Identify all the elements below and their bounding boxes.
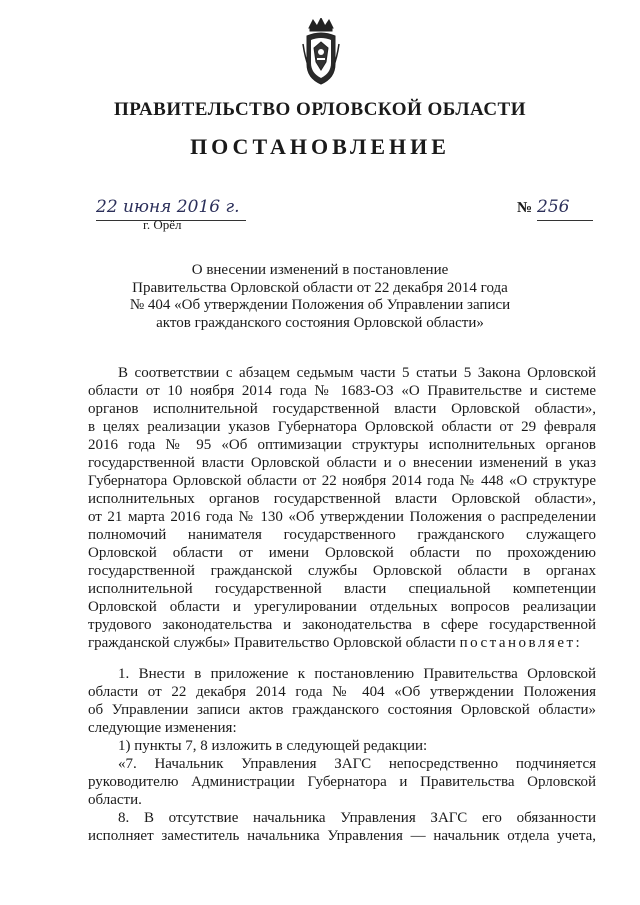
preamble-line: Орловской области от имени Орловской области по прохождению bbox=[88, 545, 596, 561]
subitem-line: 1) пункты 7, 8 изложить в следующей редакции: bbox=[118, 738, 428, 754]
preamble-line: полномочий нанимателя государственного гражданского служащего bbox=[88, 527, 596, 543]
number-label: № bbox=[517, 200, 533, 216]
point-line: области. bbox=[88, 792, 142, 808]
preamble-line: области от 10 ноября 2014 года № 1683-ОЗ «О Правительстве и системе bbox=[88, 383, 596, 399]
item-line: области от 22 декабря 2014 года № 404 «Об утверждении Положения bbox=[88, 684, 596, 700]
government-title: ПРАВИТЕЛЬСТВО ОРЛОВСКОЙ ОБЛАСТИ bbox=[113, 99, 526, 120]
preamble-line: государственной гражданской службы Орловской области в органах bbox=[88, 563, 596, 579]
subject-line: актов гражданского состояния Орловской области» bbox=[156, 314, 484, 331]
item-line: об Управлении записи актов гражданского состояния Орловской области» bbox=[88, 702, 596, 718]
point-line: «7. Начальник Управления ЗАГС непосредственно подчиняется bbox=[118, 756, 596, 772]
preamble-line: в целях реализации указов Губернатора Орловской области от 29 февраля bbox=[88, 419, 596, 435]
item-line: следующие изменения: bbox=[88, 720, 237, 736]
preamble-line: государственной власти Орловской области и о внесении изменений в указ bbox=[88, 455, 596, 471]
preamble-line: органов исполнительной государственной власти Орловской области», bbox=[88, 401, 596, 417]
subject-line: Правительства Орловской области от 22 декабря 2014 года bbox=[132, 279, 508, 296]
preamble-line: исполнительной государственной власти специальной компетенции bbox=[88, 581, 596, 597]
handwritten-date: 22 июня 2016 г. bbox=[96, 196, 246, 221]
preamble-line: В соответствии с абзацем седьмым части 5 статьи 5 Закона Орловской bbox=[118, 365, 596, 381]
item-line: 1. Внести в приложение к постановлению Правительства Орловской bbox=[118, 666, 596, 682]
preamble-final-text: гражданской службы» Правительство Орловской области bbox=[88, 635, 456, 651]
city-label: г. Орёл bbox=[143, 217, 182, 232]
preamble-line: Орловской области и урегулировании отдельных вопросов реализации bbox=[88, 599, 596, 615]
coat-of-arms-emblem bbox=[301, 18, 341, 88]
resolves-word: постановляет: bbox=[459, 635, 583, 651]
preamble-line: от 21 марта 2016 года № 130 «Об утверждении Положения о распределении bbox=[88, 509, 596, 525]
preamble-line: Губернатора Орловской области от 22 ноября 2014 года № 448 «О структуре bbox=[88, 473, 596, 489]
subject-line: № 404 «Об утверждении Положения об Управлении записи bbox=[129, 297, 511, 313]
point-line: исполняет заместитель начальника Управления — начальник отдела учета, bbox=[88, 828, 596, 844]
preamble-line: 2016 года № 95 «Об оптимизации структуры исполнительных органов bbox=[88, 437, 596, 453]
point-line: руководителю Администрации Губернатора и Правительства Орловской bbox=[88, 774, 596, 790]
preamble-line: трудового законодательства и законодательства в сфере государственной bbox=[88, 617, 596, 633]
point-line: 8. В отсутствие начальника Управления ЗАГС его обязанности bbox=[118, 810, 596, 826]
subject-line: О внесении изменений в постановление bbox=[191, 262, 449, 278]
document-subject bbox=[0, 262, 640, 332]
preamble-line: исполнительных органов государственной власти Орловской области», bbox=[88, 491, 596, 507]
preamble-line bbox=[88, 635, 596, 652]
document-type: ПОСТАНОВЛЕНИЕ bbox=[190, 134, 450, 159]
handwritten-number: 256 bbox=[537, 196, 593, 221]
